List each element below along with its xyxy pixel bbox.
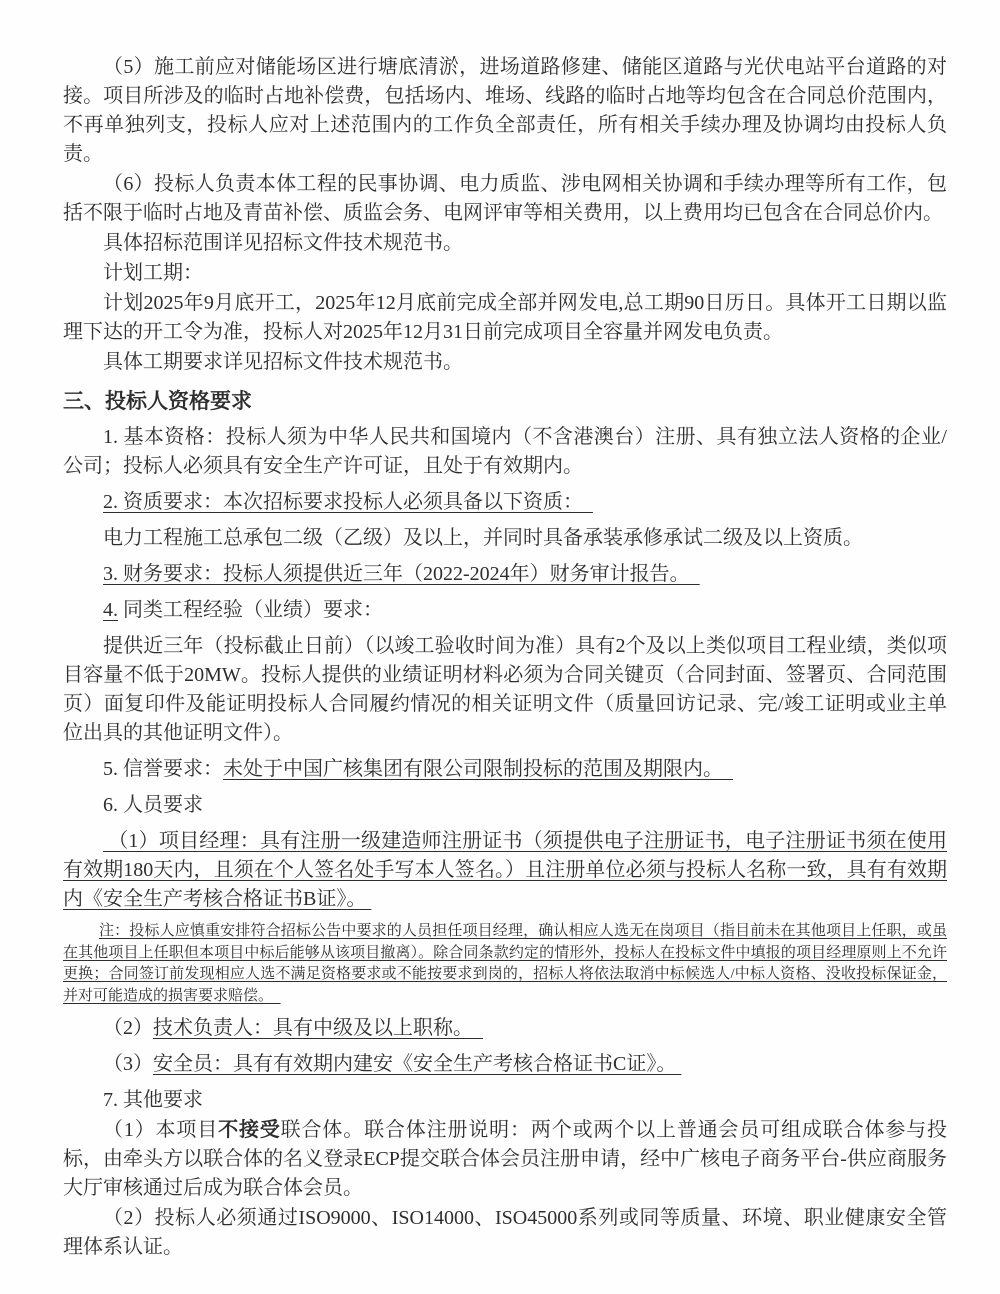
underlined-text-run: 安全员：具有有效期内建安《安全生产考核合格证书C证》。 bbox=[153, 1053, 682, 1075]
para-note-project-manager bbox=[63, 921, 947, 1007]
text-run: 5. 信誉要求： bbox=[103, 758, 223, 780]
text-run: 具体招标范围详见招标文件技术规范书。 bbox=[103, 232, 463, 254]
text-run: （2）投标人必须通过ISO9000、ISO14000、ISO45000系列或同等质量、环境、职业健康安全管理体系认证。 bbox=[63, 1207, 947, 1258]
text-run: 提供近三年（投标截止日前）（以竣工验收时间为准）具有2个及以上类似项目工程业绩，类似项目容量不低于20MW。投标人提供的业绩证明材料必须为合同关键页（合同封面、签署页、合同范围页）面复印件及能证明投标人合同履约情况的相关证明文件（质量回访记录、完/竣工证明或业主单位出具的其他证明文件）。 bbox=[63, 635, 947, 744]
para-scope-reference bbox=[63, 229, 947, 258]
text-run: （1）本项目 bbox=[103, 1119, 219, 1141]
document-content bbox=[63, 53, 947, 1262]
para-req-7-2-iso bbox=[63, 1204, 947, 1262]
text-run: 计划2025年9月底开工，2025年12月底前完成全部并网发电,总工期90日历日。具体开工日期以监理下达的开工令为准，投标人对2025年12月31日前完成项目全容量并网发电负责。 bbox=[63, 292, 947, 343]
text-run: （2） bbox=[103, 1017, 153, 1039]
bold-text-run: 不接受 bbox=[218, 1119, 281, 1141]
text-run: 1. 基本资格：投标人须为中华人民共和国境内（不含港澳台）注册、具有独立法人资格的企业/公司；投标人必须具有安全生产许可证，且处于有效期内。 bbox=[63, 426, 947, 477]
text-run: 计划工期： bbox=[103, 262, 203, 284]
para-req-6-personnel bbox=[63, 791, 947, 820]
underlined-text-run: 2. 资质要求：本次招标要求投标人必须具备以下资质： bbox=[103, 491, 593, 513]
para-req-6-1-project-manager bbox=[63, 827, 947, 914]
text-run: （5）施工前应对储能场区进行塘底清淤，进场道路修建、储能区道路与光伏电站平台道路的对接。项目所涉及的临时占地补偿费，包括场内、堆场、线路的临时占地等均包含在合同总价范围内，不再单独列支，投标人应对上述范围内的工作负全部责任，所有相关手续办理及协调均由投标人负责。 bbox=[63, 56, 947, 165]
text-run: 联合体。联合体注册说明：两个或两个以上普通会员可组成联合体参与投标，由牵头方以联合体的名义登录ECP提交联合体会员注册申请，经中广核电子商务平台-供应商服务大厅审核通过后成为联合体会员。 bbox=[63, 1119, 948, 1199]
para-schedule-detail bbox=[63, 289, 947, 347]
para-req-4-experience bbox=[63, 596, 947, 625]
text-run: 7. 其他要求 bbox=[103, 1089, 203, 1111]
text-run: （6）投标人负责本体工程的民事协调、电力质监、涉电网相关协调和手续办理等所有工作，包括不限于临时占地及青苗补偿、质监会务、电网评审等相关费用，以上费用均已包含在合同总价内。 bbox=[63, 173, 947, 224]
para-req-2-detail bbox=[63, 524, 947, 553]
para-req-6-2-tech-lead bbox=[63, 1014, 947, 1043]
underlined-text-run: 3. 财务要求：投标人须提供近三年（2022-2024年）财务审计报告。 bbox=[103, 563, 700, 585]
underlined-text-run: （1）项目经理：具有注册一级建造师注册证书（须提供电子注册证书，电子注册证书须在使用有效期180天内，且须在个人签名处手写本人签名。）且注册单位必须与投标人名称一致，具有有效期内《安全生产考核合格证书B证》。 bbox=[63, 830, 947, 910]
underlined-text-run: 未处于中国广核集团有限公司限制投标的范围及期限内。 bbox=[223, 758, 733, 780]
para-req-7-1-consortium bbox=[63, 1116, 947, 1203]
para-item5-site-prep bbox=[63, 53, 947, 169]
para-item6-coordination bbox=[63, 170, 947, 228]
text-run: （3） bbox=[103, 1053, 153, 1075]
para-req-2-qualification bbox=[63, 488, 947, 517]
underlined-text-run: 注：投标人应慎重安排符合招标公告中要求的人员担任项目经理，确认相应人选无在岗项目（指目前未在其他项目上任职，或虽在其他项目上任职但本项目中标后能够从该项目撤离）。除合同条款约定的情形外，投标人在投标文件中填报的项目经理原则上不允许更换；合同签订前发现相应人选不满足资格要求或不能按要求到岗的，招标人将依法取消中标候选人/中标人资格、没收投标保证金，并对可能造成的损害要求赔偿。 bbox=[63, 923, 947, 1004]
para-req-7-other bbox=[63, 1086, 947, 1115]
text-run: 具体工期要求详见招标文件技术规范书。 bbox=[103, 351, 463, 373]
bold-text-run: 三、投标人资格要求 bbox=[63, 389, 252, 413]
para-req-4-detail bbox=[63, 632, 947, 748]
underlined-text-run: 技术负责人：具有中级及以上职称。 bbox=[153, 1017, 483, 1039]
heading-section-3-bidder-qualifications bbox=[63, 387, 947, 416]
para-req-1-basic bbox=[63, 423, 947, 481]
para-schedule-label bbox=[63, 259, 947, 288]
para-req-5-reputation bbox=[63, 755, 947, 784]
para-req-3-financial bbox=[63, 560, 947, 589]
text-run: 同类工程经验（业绩）要求： bbox=[118, 599, 383, 621]
para-schedule-reference bbox=[63, 348, 947, 377]
para-req-6-3-safety-officer bbox=[63, 1050, 947, 1079]
underlined-text-run: 4. bbox=[103, 599, 118, 621]
text-run: 电力工程施工总承包二级（乙级）及以上，并同时具备承装承修承试二级及以上资质。 bbox=[103, 527, 863, 549]
text-run: 6. 人员要求 bbox=[103, 794, 203, 816]
